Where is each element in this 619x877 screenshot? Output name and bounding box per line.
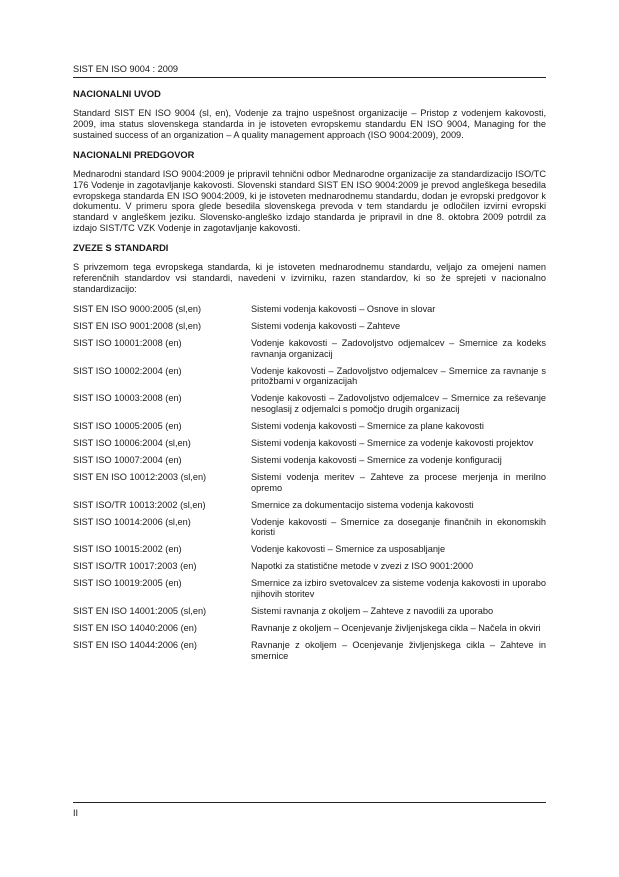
reference-code: SIST ISO 10002:2004 (en) — [73, 365, 182, 376]
reference-code: SIST ISO 10003:2008 (en) — [73, 393, 182, 404]
reference-code: SIST ISO 10006:2004 (sl,en) — [73, 438, 191, 449]
reference-row — [73, 472, 546, 494]
reference-row — [73, 544, 546, 555]
document-id-header: SIST EN ISO 9004 : 2009 — [73, 64, 179, 74]
page-number: II — [73, 808, 79, 818]
reference-code: SIST EN ISO 14001:2005 (sl,en) — [73, 606, 207, 616]
reference-title: Napotki za statistične metode v zvezi z ISO 9001:2000 — [251, 561, 474, 572]
reference-code: SIST EN ISO 9001:2008 (sl,en) — [73, 320, 202, 331]
reference-code: SIST EN ISO 14044:2006 (en) — [73, 639, 197, 650]
reference-row — [73, 455, 546, 466]
header-divider — [73, 77, 546, 78]
reference-row — [73, 438, 546, 449]
reference-code: SIST EN ISO 14040:2006 (en) — [73, 622, 197, 633]
reference-code: SIST ISO/TR 10013:2002 (sl,en) — [73, 499, 206, 510]
reference-title: Vodenje kakovosti – Zadovoljstvo odjemalcev – Smernice za ravnanje s pritožbami v organizacijah — [251, 365, 546, 387]
reference-title: Sistemi vodenja kakovosti – Zahteve — [251, 320, 401, 331]
reference-title: Ravnanje z okoljem – Ocenjevanje življenjskega cikla – Načela in okviri — [251, 622, 541, 633]
reference-list — [73, 304, 546, 662]
reference-code: SIST ISO 10014:2006 (sl,en) — [73, 516, 191, 527]
reference-code: SIST EN ISO 10012:2003 (sl,en) — [73, 471, 207, 482]
reference-title: Vodenje kakovosti – Smernice za doseganje finančnih in ekonomskih koristi — [251, 516, 546, 538]
reference-row — [73, 578, 546, 600]
reference-title: Vodenje kakovosti – Zadovoljstvo odjemalcev – Smernice za kodeks ravnanja organizacij — [251, 337, 546, 359]
reference-title: Smernice za izbiro svetovalcev za sisteme vodenja kakovosti in uporabo njihovih storitev — [251, 578, 546, 600]
reference-row — [73, 500, 546, 511]
section-title-national-foreword: NACIONALNI PREDGOVOR — [73, 149, 195, 160]
reference-code: SIST ISO 10001:2008 (en) — [73, 337, 182, 348]
reference-title: Sistemi vodenja meritev – Zahteve za procese merjenja in merilno opremo — [251, 471, 546, 493]
reference-row — [73, 321, 546, 332]
reference-row — [73, 606, 546, 617]
reference-row — [73, 304, 546, 315]
reference-row — [73, 366, 546, 388]
reference-code: SIST ISO 10005:2005 (en) — [73, 421, 182, 432]
reference-title: Smernice za dokumentacijo sistema vodenja kakovosti — [251, 499, 474, 510]
footer-divider — [73, 802, 546, 803]
reference-title: Sistemi vodenja kakovosti – Smernice za vodenje konfiguracij — [251, 454, 502, 465]
reference-title: Sistemi vodenja kakovosti – Smernice za plane kakovosti — [251, 421, 484, 432]
reference-title: Sistemi vodenja kakovosti – Smernice za vodenje kakovosti projektov — [251, 438, 534, 449]
reference-title: Vodenje kakovosti – Smernice za usposabljanje — [251, 544, 446, 555]
reference-title: Ravnanje z okoljem – Ocenjevanje življenjskega cikla – Zahteve in smernice — [251, 639, 546, 661]
reference-code: SIST ISO 10019:2005 (en) — [73, 578, 182, 589]
section-text-national-intro: Standard SIST EN ISO 9004 (sl, en), Vodenje za trajno uspešnost organizacije – Pristop z vodenjem kakovosti, 2009, ima status slovenskega standarda in je istoveten evropskemu standardu EN ISO 9004, Managing for the sustained success of an organization – A quality management approach (ISO 9004:2009), 2009. — [73, 108, 546, 140]
reference-row — [73, 640, 546, 662]
reference-code: SIST ISO 10007:2004 (en) — [73, 454, 182, 465]
reference-row — [73, 517, 546, 539]
reference-code: SIST ISO 10015:2002 (en) — [73, 544, 182, 555]
page-body — [73, 89, 546, 668]
reference-row — [73, 421, 546, 432]
section-title-references: ZVEZE S STANDARDI — [73, 243, 169, 254]
section-text-national-foreword: Mednarodni standard ISO 9004:2009 je pripravil tehnični odbor Mednarodne organizacije za standardizacijo ISO/TC 176 Vodenje in zagotavljanje kakovosti. Slovenski standard SIST EN ISO 9004:2009 je prevod angleškega besedila evropskega standarda EN ISO 9004:2009, ki je istoveten mednarodnemu standardu, dodan je evropski predgovor k dokumentu. V primeru spora glede besedila slovenskega prevoda v tem standardu je odločilen izvirni evropski standard v angleškem jeziku. Slovensko-angleško izdajo standarda je pripravil in dne 8. oktobra 2009 potrdil za izdajo SIST/TC VZK Vodenje in zagotavljanje kakovosti. — [73, 168, 546, 234]
reference-row — [73, 338, 546, 360]
section-title-national-intro: NACIONALNI UVOD — [73, 89, 161, 99]
reference-title: Sistemi ravnanja z okoljem – Zahteve z navodili za uporabo — [251, 606, 494, 616]
reference-title: Sistemi vodenja kakovosti – Osnove in slovar — [251, 303, 436, 314]
reference-row — [73, 393, 546, 415]
reference-row — [73, 623, 546, 634]
reference-code: SIST EN ISO 9000:2005 (sl,en) — [73, 303, 202, 314]
section-text-references: S privzemom tega evropskega standarda, ki je istoveten mednarodnemu standardu, veljajo za omejeni namen referenčnih standardov vsi standardi, navedeni v izvirniku, razen standardov, ki so že sprejeti v nacionalno standardizacijo: — [73, 262, 546, 294]
reference-title: Vodenje kakovosti – Zadovoljstvo odjemalcev – Smernice za reševanje nesoglasij z odjemalci s pomočjo drugih organizacij — [251, 393, 546, 415]
reference-row — [73, 561, 546, 572]
reference-code: SIST ISO/TR 10017:2003 (en) — [73, 561, 197, 572]
